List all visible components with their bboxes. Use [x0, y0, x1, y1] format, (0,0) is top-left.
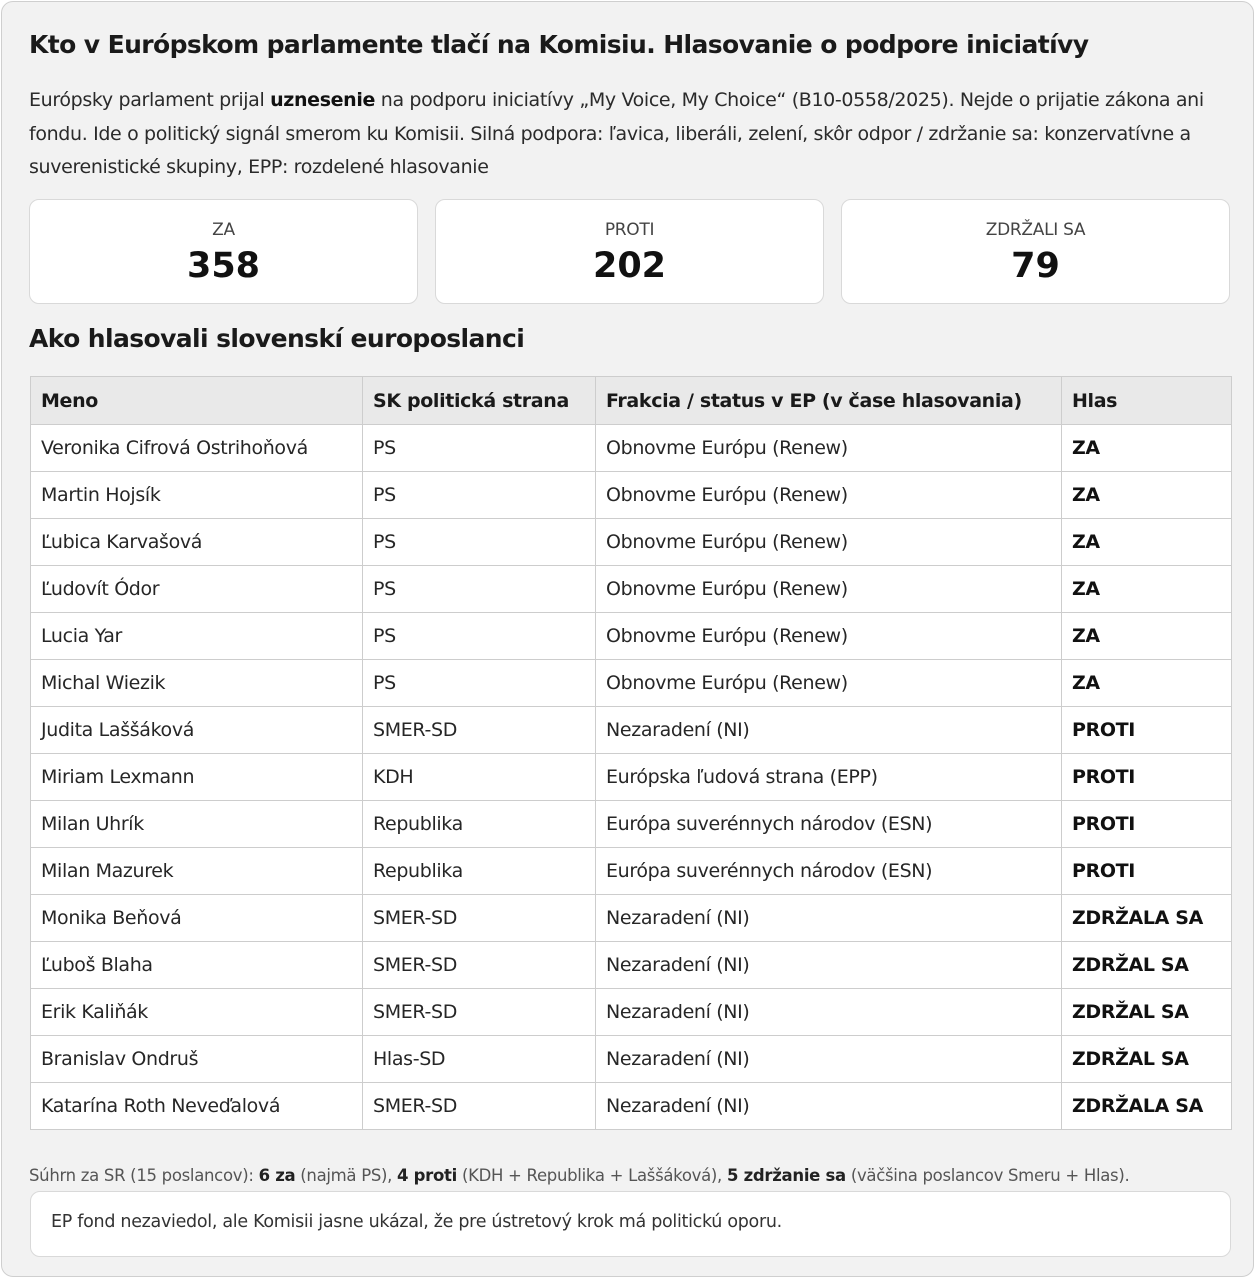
- mep-faction: Obnovme Európu (Renew): [596, 566, 1062, 613]
- mep-name: Ľubica Karvašová: [31, 519, 363, 566]
- mep-party: SMER-SD: [363, 989, 596, 1036]
- mep-vote: ZDRŽAL SA: [1062, 989, 1232, 1036]
- column-header-vote: Hlas: [1062, 377, 1232, 425]
- column-header-party: SK politická strana: [363, 377, 596, 425]
- mep-faction: Obnovme Európu (Renew): [596, 660, 1062, 707]
- table-row: [31, 754, 1232, 801]
- mep-faction: Nezaradení (NI): [596, 942, 1062, 989]
- summary-text: Súhrn za SR (15 poslancov):: [29, 1166, 259, 1185]
- mep-name: Martin Hojsík: [31, 472, 363, 519]
- mep-name: Milan Uhrík: [31, 801, 363, 848]
- stat-card-za: [29, 199, 418, 304]
- mep-party: PS: [363, 425, 596, 472]
- mep-vote: ZA: [1062, 519, 1232, 566]
- mep-party: KDH: [363, 754, 596, 801]
- table-row: [31, 519, 1232, 566]
- mep-faction: Nezaradení (NI): [596, 707, 1062, 754]
- table-row: [31, 425, 1232, 472]
- mep-party: SMER-SD: [363, 895, 596, 942]
- mep-vote: PROTI: [1062, 754, 1232, 801]
- stat-label: ZA: [212, 220, 235, 240]
- mep-vote: PROTI: [1062, 848, 1232, 895]
- mep-vote: ZDRŽAL SA: [1062, 942, 1232, 989]
- intro-paragraph: [29, 84, 1234, 185]
- table-row: [31, 895, 1232, 942]
- mep-name: Katarína Roth Neveďalová: [31, 1083, 363, 1130]
- infographic-card: [1, 1, 1254, 1277]
- mep-faction: Obnovme Európu (Renew): [596, 519, 1062, 566]
- mep-party: Republika: [363, 801, 596, 848]
- mep-vote: ZDRŽALA SA: [1062, 1083, 1232, 1130]
- mep-faction: Európska ľudová strana (EPP): [596, 754, 1062, 801]
- stat-value: 202: [592, 246, 667, 286]
- mep-name: Monika Beňová: [31, 895, 363, 942]
- mep-name: Ľudovít Ódor: [31, 566, 363, 613]
- stat-card-zdrzali: [841, 199, 1230, 304]
- summary-text: (väčšina poslancov Smeru + Hlas).: [845, 1166, 1130, 1185]
- note-box: EP fond nezaviedol, ale Komisii jasne ukázal, že pre ústretový krok má politickú oporu.: [30, 1191, 1231, 1257]
- mep-party: Republika: [363, 848, 596, 895]
- mep-party: PS: [363, 660, 596, 707]
- stat-label: ZDRŽALI SA: [985, 220, 1086, 240]
- mep-faction: Nezaradení (NI): [596, 989, 1062, 1036]
- mep-faction: Obnovme Európu (Renew): [596, 613, 1062, 660]
- mep-vote: ZDRŽAL SA: [1062, 1036, 1232, 1083]
- table-row: [31, 801, 1232, 848]
- mep-party: SMER-SD: [363, 707, 596, 754]
- summary-count-for: 6 za: [258, 1166, 296, 1185]
- mep-party: PS: [363, 472, 596, 519]
- mep-vote: ZA: [1062, 613, 1232, 660]
- mep-party: PS: [363, 566, 596, 613]
- summary-count-against: 4 proti: [397, 1166, 457, 1185]
- votes-table: [30, 376, 1232, 1130]
- table-row: [31, 1083, 1232, 1130]
- mep-faction: Obnovme Európu (Renew): [596, 472, 1062, 519]
- table-row: [31, 566, 1232, 613]
- mep-vote: ZA: [1062, 566, 1232, 613]
- table-header-row: [31, 377, 1232, 425]
- mep-faction: Obnovme Európu (Renew): [596, 425, 1062, 472]
- mep-name: Milan Mazurek: [31, 848, 363, 895]
- stat-value: 358: [186, 246, 261, 286]
- mep-faction: Nezaradení (NI): [596, 895, 1062, 942]
- section-title: Ako hlasovali slovenskí europoslanci: [29, 324, 525, 353]
- mep-party: SMER-SD: [363, 1083, 596, 1130]
- mep-name: Judita Laššáková: [31, 707, 363, 754]
- column-header-faction: Frakcia / status v EP (v čase hlasovania): [596, 377, 1062, 425]
- mep-vote: ZA: [1062, 425, 1232, 472]
- mep-party: PS: [363, 613, 596, 660]
- summary-count-abstain: 5 zdržanie sa: [726, 1166, 846, 1185]
- mep-party: PS: [363, 519, 596, 566]
- mep-faction: Európa suverénnych národov (ESN): [596, 801, 1062, 848]
- mep-name: Ľuboš Blaha: [31, 942, 363, 989]
- table-row: [31, 989, 1232, 1036]
- summary-line: [29, 1166, 1129, 1185]
- intro-text-start: Európsky parlament prijal: [29, 89, 271, 111]
- mep-faction: Európa suverénnych národov (ESN): [596, 848, 1062, 895]
- table-row: [31, 613, 1232, 660]
- column-header-name: Meno: [31, 377, 363, 425]
- summary-text: (KDH + Republika + Laššáková),: [457, 1166, 727, 1185]
- mep-name: Erik Kaliňák: [31, 989, 363, 1036]
- mep-party: SMER-SD: [363, 942, 596, 989]
- stat-label: PROTI: [604, 220, 655, 240]
- mep-vote: PROTI: [1062, 707, 1232, 754]
- mep-name: Miriam Lexmann: [31, 754, 363, 801]
- mep-faction: Nezaradení (NI): [596, 1083, 1062, 1130]
- page-title: Kto v Európskom parlamente tlačí na Komisiu. Hlasovanie o podpore iniciatívy: [29, 30, 1089, 59]
- table-row: [31, 660, 1232, 707]
- mep-vote: ZA: [1062, 472, 1232, 519]
- mep-name: Michal Wiezik: [31, 660, 363, 707]
- table-row: [31, 707, 1232, 754]
- stat-value: 79: [1011, 246, 1060, 286]
- mep-vote: PROTI: [1062, 801, 1232, 848]
- table-row: [31, 1036, 1232, 1083]
- mep-name: Lucia Yar: [31, 613, 363, 660]
- mep-name: Veronika Cifrová Ostrihoňová: [31, 425, 363, 472]
- intro-text-rest: na podporu iniciatívy „My Voice, My Choice“ (B10-0558/2025). Nejde o prijatie zákona ani fondu. Ide o politický signál smerom ku Komisii. Silná podpora: ľavica, liberáli, zelení, skôr odpor / zdržanie sa: konzervatívne a suverenistické skupiny, EPP: rozdelené hlasovanie: [29, 89, 1204, 178]
- stat-card-proti: [435, 199, 824, 304]
- mep-vote: ZA: [1062, 660, 1232, 707]
- intro-bold-term: uznesenie: [270, 89, 376, 111]
- summary-text: (najmä PS),: [295, 1166, 398, 1185]
- mep-vote: ZDRŽALA SA: [1062, 895, 1232, 942]
- table-row: [31, 942, 1232, 989]
- mep-party: Hlas-SD: [363, 1036, 596, 1083]
- table-row: [31, 472, 1232, 519]
- mep-name: Branislav Ondruš: [31, 1036, 363, 1083]
- mep-faction: Nezaradení (NI): [596, 1036, 1062, 1083]
- table-row: [31, 848, 1232, 895]
